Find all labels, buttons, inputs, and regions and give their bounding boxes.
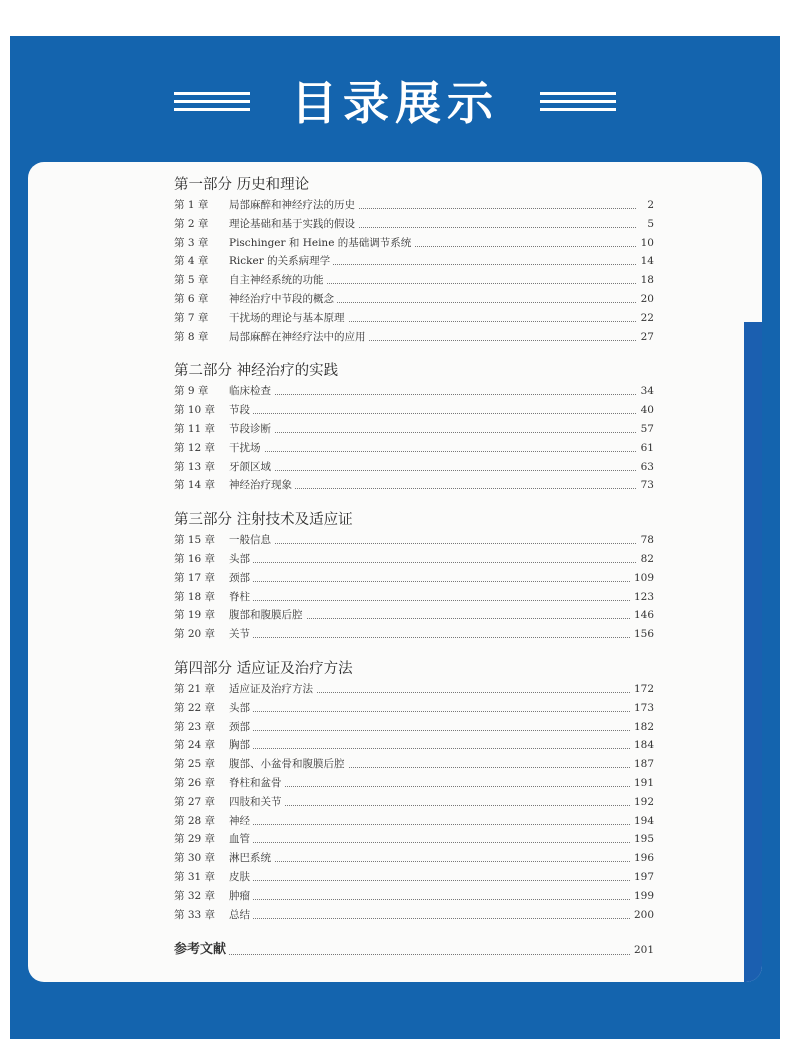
chapter-title: 临床检查 — [229, 385, 271, 398]
chapter-number: 第 11 章 — [174, 422, 216, 435]
chapter-title: 肿瘤 — [229, 889, 250, 902]
chapter-title: 自主神经系统的功能 — [229, 274, 324, 287]
chapter-title: 血管 — [229, 833, 250, 846]
chapter-title: 脊柱 — [229, 590, 250, 603]
toc-entry[interactable] — [174, 476, 654, 495]
chapter-number: 第 28 章 — [174, 814, 216, 827]
toc-entry[interactable] — [174, 531, 654, 550]
chapter-title: Pischinger 和 Heine 的基础调节系统 — [229, 236, 412, 249]
page-number: 40 — [638, 401, 654, 420]
entry-text — [174, 553, 253, 565]
toc-entry[interactable] — [174, 736, 654, 755]
chapter-title: Ricker 的关系病理学 — [229, 255, 331, 268]
entry-text — [174, 702, 253, 714]
chapter-number: 第 15 章 — [174, 534, 216, 547]
chapter-number: 第 24 章 — [174, 739, 216, 752]
page-number: 63 — [638, 458, 654, 477]
page-number: 199 — [631, 887, 654, 906]
chapter-number: 第 10 章 — [174, 404, 216, 417]
entry-text — [174, 796, 285, 808]
chapter-title: 神经治疗现象 — [229, 479, 292, 492]
toc-entry[interactable] — [174, 550, 654, 569]
chapter-title: 局部麻醉和神经疗法的历史 — [229, 199, 355, 211]
chapter-number: 第 8 章 — [174, 330, 209, 343]
toc-page — [28, 162, 762, 982]
toc-entry[interactable] — [174, 588, 654, 607]
toc-entry[interactable] — [174, 569, 654, 588]
toc-entry[interactable] — [174, 849, 654, 868]
page-number: 196 — [631, 849, 654, 868]
chapter-title: 总结 — [229, 908, 250, 921]
toc-entry[interactable] — [174, 215, 654, 234]
entry-text — [174, 833, 253, 845]
chapter-title: 淋巴系统 — [229, 852, 271, 865]
entry-text — [174, 815, 253, 827]
chapter-title: 神经 — [229, 814, 250, 827]
chapter-number: 第 27 章 — [174, 795, 216, 808]
page-number: 10 — [638, 234, 654, 253]
book-spine — [744, 322, 762, 982]
chapter-number: 第 14 章 — [174, 479, 216, 492]
page-number: 200 — [631, 906, 654, 925]
page-number: 187 — [631, 755, 654, 774]
chapter-title: 腹部和腹膜后腔 — [229, 609, 303, 622]
entry-text — [174, 890, 253, 902]
chapter-number: 第 21 章 — [174, 682, 216, 695]
chapter-number: 第 5 章 — [174, 274, 209, 287]
entry-text — [174, 461, 274, 473]
page-number: 20 — [638, 290, 654, 309]
toc-entry[interactable] — [174, 906, 654, 925]
toc-entry[interactable] — [174, 458, 654, 477]
page-number: 2 — [644, 196, 654, 215]
entry-text — [174, 609, 306, 621]
page-number: 78 — [638, 531, 654, 550]
chapter-number: 第 3 章 — [174, 236, 209, 249]
entry-text — [174, 852, 274, 864]
entry-text — [174, 777, 285, 789]
toc-entry[interactable] — [174, 234, 654, 253]
chapter-title: 脊柱和盆骨 — [229, 776, 282, 789]
chapter-number: 第 30 章 — [174, 852, 216, 865]
page-number: 195 — [631, 830, 654, 849]
chapter-title: 胸部 — [229, 739, 250, 752]
entry-text — [174, 293, 337, 305]
page-number: 18 — [638, 271, 654, 290]
entry-text — [174, 758, 348, 770]
entry-text — [174, 721, 253, 733]
toc-entry[interactable] — [174, 328, 654, 347]
chapter-title: 皮肤 — [229, 870, 250, 883]
chapter-title: 颈部 — [229, 720, 250, 733]
page-title: 目录展示 — [291, 76, 499, 130]
chapter-title: 干扰场 — [229, 441, 261, 454]
title-bar — [0, 68, 790, 138]
toc-entry[interactable] — [174, 625, 654, 644]
chapter-number: 第 12 章 — [174, 441, 216, 454]
chapter-number: 第 6 章 — [174, 292, 209, 305]
toc-entry[interactable] — [174, 887, 654, 906]
entry-text — [174, 255, 333, 267]
entry-text — [174, 534, 274, 546]
chapter-number: 第 4 章 — [174, 255, 209, 268]
entry-text — [174, 479, 295, 491]
entry-text — [174, 274, 327, 286]
entry-text — [174, 683, 316, 695]
toc-entry[interactable] — [174, 420, 654, 439]
page-number: 172 — [631, 680, 654, 699]
page-number: 34 — [638, 382, 654, 401]
chapter-number: 第 20 章 — [174, 628, 216, 641]
entry-text — [174, 871, 253, 883]
chapter-title: 局部麻醉在神经疗法中的应用 — [229, 330, 366, 343]
page-number: 192 — [631, 793, 654, 812]
chapter-number: 第 16 章 — [174, 552, 216, 565]
chapter-title: 神经治疗中节段的概念 — [229, 292, 334, 305]
entry-text — [174, 739, 253, 751]
chapter-number: 第 7 章 — [174, 311, 209, 324]
page-number: 123 — [631, 588, 654, 607]
entry-text — [174, 442, 264, 454]
chapter-title: 适应证及治疗方法 — [229, 682, 313, 695]
entry-text — [174, 423, 274, 435]
entry-text — [174, 591, 253, 603]
chapter-title: 一般信息 — [229, 534, 271, 547]
toc-entry[interactable] — [174, 439, 654, 458]
page-number: 22 — [638, 309, 654, 328]
part-heading: 第一部分 历史和理论 — [174, 177, 310, 193]
chapter-title: 理论基础和基于实践的假设 — [229, 217, 355, 230]
toc-entry[interactable] — [174, 793, 654, 812]
chapter-number: 第 32 章 — [174, 889, 216, 902]
chapter-number: 第 31 章 — [174, 870, 216, 883]
toc-entry[interactable] — [174, 718, 654, 737]
chapter-title: 四肢和关节 — [229, 795, 282, 808]
page-number: 27 — [638, 328, 654, 347]
part-heading: 第二部分 神经治疗的实践 — [174, 363, 339, 380]
page-number: 82 — [638, 550, 654, 569]
page-number: 184 — [631, 736, 654, 755]
entry-text — [174, 385, 274, 397]
toc-entry[interactable] — [174, 755, 654, 774]
chapter-number: 第 9 章 — [174, 385, 209, 398]
toc-entry[interactable] — [174, 699, 654, 718]
toc-entry[interactable] — [174, 830, 654, 849]
chapter-number: 第 33 章 — [174, 908, 216, 921]
references-entry[interactable] — [174, 938, 654, 962]
chapter-title: 腹部、小盆骨和腹膜后腔 — [229, 758, 345, 771]
toc-entry[interactable] — [174, 812, 654, 831]
chapter-number: 第 1 章 — [174, 199, 209, 211]
chapter-number: 第 19 章 — [174, 609, 216, 622]
toc-entry[interactable] — [174, 271, 654, 290]
entry-text — [174, 331, 369, 343]
toc-entry[interactable] — [174, 309, 654, 328]
entry-text — [174, 628, 253, 640]
chapter-number: 第 29 章 — [174, 833, 216, 846]
page-number: 191 — [631, 774, 654, 793]
page-number: 61 — [638, 439, 654, 458]
chapter-title: 节段诊断 — [229, 422, 271, 435]
part-heading: 第三部分 注射技术及适应证 — [174, 512, 353, 529]
leader-dots — [174, 954, 636, 955]
toc-entry[interactable] — [174, 868, 654, 887]
chapter-title: 头部 — [229, 552, 250, 565]
page-number: 146 — [631, 606, 654, 625]
chapter-number: 第 25 章 — [174, 758, 216, 771]
entry-text — [174, 909, 253, 921]
chapter-number: 第 2 章 — [174, 217, 209, 230]
page-number: 173 — [631, 699, 654, 718]
page-number: 197 — [631, 868, 654, 887]
entry-text — [174, 572, 253, 584]
chapter-number: 第 17 章 — [174, 571, 216, 584]
toc-entry[interactable] — [174, 252, 654, 271]
toc-entry[interactable] — [174, 774, 654, 793]
page-number: 194 — [631, 812, 654, 831]
entry-text — [174, 218, 358, 230]
chapter-title: 牙颌区域 — [229, 460, 271, 473]
chapter-title: 干扰场的理论与基本原理 — [229, 311, 345, 324]
toc-entry[interactable] — [174, 382, 654, 401]
entry-text — [174, 237, 414, 249]
references-page: 201 — [631, 938, 654, 962]
chapter-number: 第 23 章 — [174, 720, 216, 733]
part-heading: 第四部分 适应证及治疗方法 — [174, 660, 353, 677]
right-title-decoration — [540, 86, 616, 120]
page-number: 156 — [631, 625, 654, 644]
page-number: 5 — [644, 215, 654, 234]
entry-text — [174, 312, 348, 324]
entry-text — [174, 199, 358, 211]
toc-entry[interactable] — [174, 290, 654, 309]
chapter-title: 节段 — [229, 404, 250, 417]
references-title: 参考文献 — [174, 942, 229, 957]
toc-entry[interactable] — [174, 196, 654, 215]
chapter-number: 第 13 章 — [174, 460, 216, 473]
table-of-contents — [174, 174, 654, 962]
entry-text — [174, 404, 253, 416]
page-number: 57 — [638, 420, 654, 439]
toc-entry[interactable] — [174, 606, 654, 625]
page-number: 109 — [631, 569, 654, 588]
page-number: 73 — [638, 476, 654, 495]
chapter-title: 头部 — [229, 701, 250, 714]
page-number: 182 — [631, 718, 654, 737]
toc-entry[interactable] — [174, 680, 654, 699]
chapter-title: 颈部 — [229, 571, 250, 584]
chapter-number: 第 26 章 — [174, 776, 216, 789]
chapter-number: 第 18 章 — [174, 590, 216, 603]
page-number: 14 — [638, 252, 654, 271]
chapter-title: 关节 — [229, 628, 250, 641]
chapter-number: 第 22 章 — [174, 701, 216, 714]
toc-entry[interactable] — [174, 401, 654, 420]
